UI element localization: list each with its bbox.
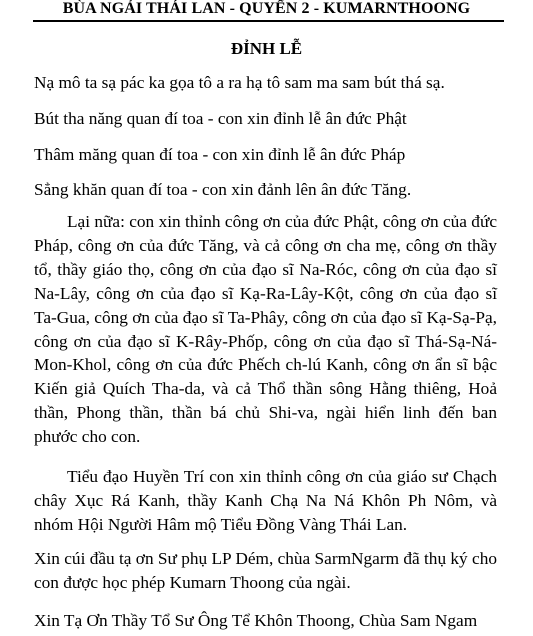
chapter-title: ĐỈNH LỄ <box>230 39 303 58</box>
invocation-paragraph: Lại nữa: con xin thỉnh công ơn của đức Phật, công ơn của đức Pháp, công ơn của đức Tăng, và cả công ơn cha mẹ, công ơn thầy tổ, thầy giáo thọ, công ơn của đạo sĩ Na-Róc, công ơn của đạo sĩ Na-Lây, công ơn của đạo sĩ Kạ-Ra-Lây-Kột, công ơn của đạo sĩ Ta-Gua, công ơn của đạo sĩ Ta-Phây, công ơn của đạo sĩ Kạ-Sạ-Pạ, công ơn của đạo sĩ K-Rây-Phốp, công ơn của đạo sĩ Thá-Sạ-Ná-Mon-Khol, công ơn của đức Phếch ch-lú Kanh, công ơn ẩn sĩ bậc Kiến giả Quích Tha-da, và cả Thổ thần sông Hằng thiêng, Hoả thần, Phong thần, thần bá chủ Shi-va, ngài hiển linh đến ban phước cho con. <box>34 212 497 447</box>
running-header: BÙA NGẢI THÁI LAN - QUYỂN 2 - KUMARNTHOONG <box>62 0 471 17</box>
gratitude-paragraph: Xin cúi đầu tạ ơn Sư phụ LP Dém, chùa SarmNgarm đã thụ ký cho con được học phép Kumarn Thoong của ngài. <box>34 549 497 592</box>
invocation-line: Nạ mô ta sạ pác ka gọa tô a ra hạ tô sam ma sam bút thá sạ. <box>34 73 445 92</box>
homage-dharma-line: Thâm măng quan đí toa - con xin đỉnh lễ ân đức Pháp <box>34 145 406 164</box>
header-rule <box>33 20 504 22</box>
dedication-paragraph: Tiểu đạo Huyền Trí con xin thỉnh công ơn của giáo sư Chạch chây Xục Rá Kanh, thầy Kanh Chạ Na Ná Khôn Ph Nôm, và nhóm Hội Người Hâm mộ Tiểu Đồng Vàng Thái Lan. <box>34 467 497 534</box>
homage-buddha-line: Bút tha năng quan đí toa - con xin đỉnh lễ ân đức Phật <box>34 109 407 128</box>
thanks-line: Xin Tạ Ơn Thầy Tổ Sư Ông Tể Khôn Thoong, Chùa Sam Ngam <box>34 611 478 630</box>
homage-sangha-line: Sẳng khăn quan đí toa - con xin đảnh lên ân đức Tăng. <box>34 180 412 199</box>
